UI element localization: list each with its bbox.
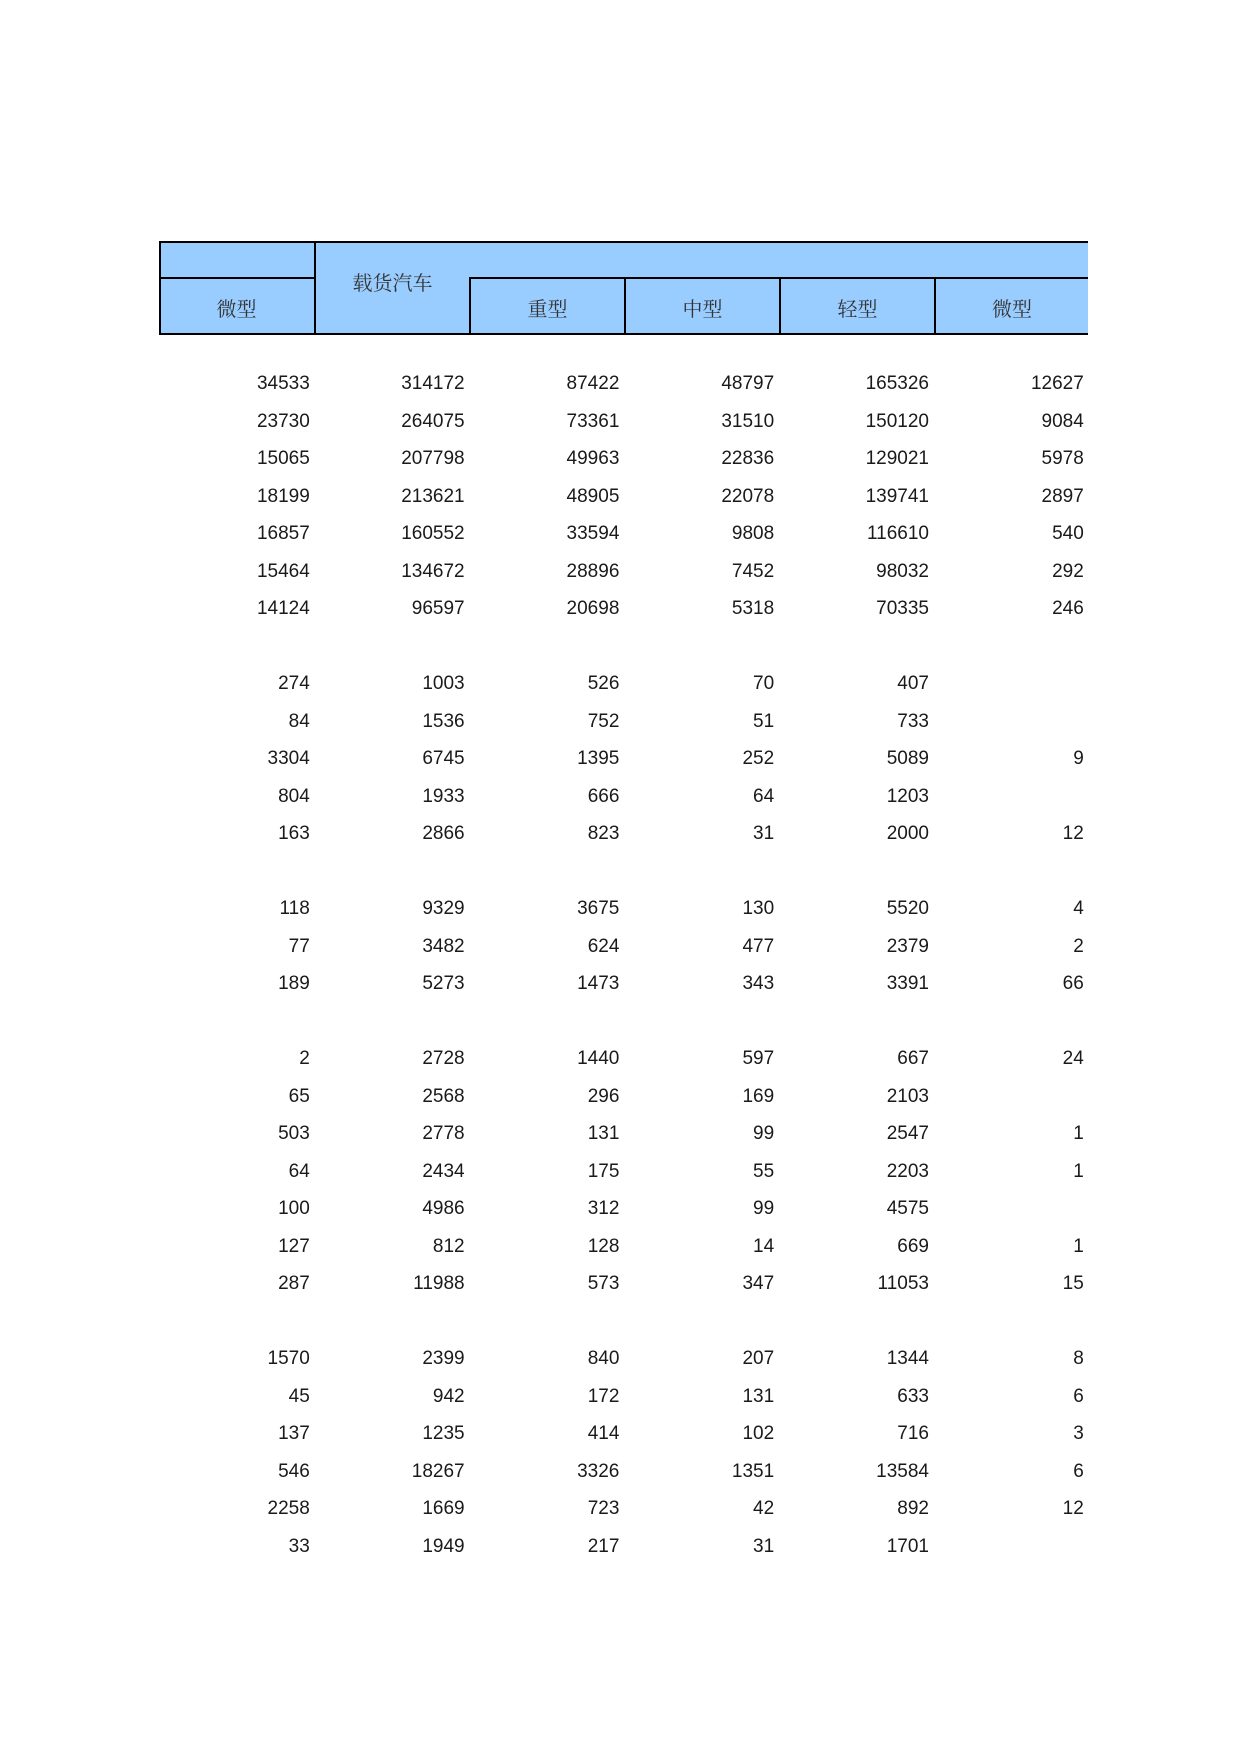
table-cell: 669 (897, 1235, 929, 1257)
table-cell: 2103 (886, 1085, 929, 1107)
table-cell: 840 (587, 1348, 620, 1369)
table-cell: 1395 (577, 748, 620, 769)
table-cell: 99 (753, 1198, 775, 1219)
table-row (159, 1153, 1088, 1191)
table-cell: 1003 (422, 673, 465, 694)
table-cell: 66 (1062, 973, 1084, 994)
table-cell: 274 (278, 673, 310, 694)
table-row (159, 1378, 1088, 1416)
table-row (159, 1115, 1088, 1153)
table-cell: 716 (897, 1423, 929, 1444)
table-cell: 100 (278, 1198, 310, 1219)
table-row (159, 478, 1088, 516)
table-cell: 633 (897, 1385, 929, 1407)
table-cell: 14 (753, 1235, 775, 1257)
table-cell (933, 778, 1088, 816)
table-cell: 12 (1062, 1498, 1084, 1519)
header-col1-truck: 载货汽车 (314, 241, 469, 335)
header-col4-light: 轻型 (779, 277, 934, 335)
table-cell: 414 (587, 1423, 620, 1444)
table-cell: 296 (587, 1085, 620, 1107)
table-cell: 3391 (886, 973, 929, 994)
table-row (159, 1190, 1088, 1228)
table-cell: 1235 (422, 1423, 465, 1444)
table-cell: 503 (278, 1123, 310, 1144)
table-cell: 131 (742, 1385, 775, 1407)
table-cell: 5318 (731, 598, 775, 619)
table-cell: 804 (278, 785, 310, 807)
table-cell: 2728 (422, 1048, 465, 1069)
table-cell: 45 (288, 1385, 310, 1407)
table-row (159, 403, 1088, 441)
table-cell: 573 (587, 1273, 620, 1294)
table-cell: 1701 (886, 1535, 929, 1557)
table-cell: 118 (279, 898, 310, 919)
table-cell: 150120 (865, 410, 929, 432)
table-row (159, 1453, 1088, 1491)
table-cell: 892 (897, 1498, 929, 1519)
table-cell: 4 (1073, 898, 1084, 919)
table-cell: 24 (1062, 1048, 1084, 1069)
header-col0-micro: 微型 (159, 277, 314, 335)
table-cell: 2000 (886, 823, 929, 844)
table-cell: 15 (1062, 1273, 1084, 1294)
table-cell (933, 703, 1088, 741)
table-cell: 2 (299, 1048, 310, 1069)
table-cell: 1344 (886, 1348, 929, 1369)
table-cell: 18267 (411, 1460, 465, 1482)
table-cell: 51 (753, 710, 775, 732)
table-cell: 812 (432, 1235, 465, 1257)
table-cell: 343 (742, 973, 775, 994)
table-cell: 1 (1073, 1160, 1084, 1182)
table-cell: 16857 (256, 523, 310, 544)
table-row (159, 1040, 1088, 1078)
table-cell: 189 (278, 973, 310, 994)
table-cell: 723 (587, 1498, 620, 1519)
table-cell: 3326 (577, 1460, 620, 1482)
table-cell: 9808 (731, 523, 775, 544)
table-cell: 34533 (256, 373, 310, 394)
table-cell: 2399 (422, 1348, 465, 1369)
table-row (159, 1265, 1088, 1303)
table-cell: 1570 (267, 1348, 310, 1369)
header-left-border (159, 241, 161, 335)
table-cell: 314172 (401, 373, 465, 394)
table-cell: 347 (742, 1273, 775, 1294)
table-row (159, 928, 1088, 966)
table-cell: 31 (753, 823, 775, 844)
table-row (159, 553, 1088, 591)
table-cell: 6745 (422, 748, 465, 769)
table-cell (933, 1528, 1088, 1566)
group-spacer (159, 1003, 1088, 1041)
table-cell: 87422 (566, 373, 620, 394)
table-cell: 55 (753, 1160, 775, 1182)
table-cell: 9 (1073, 748, 1084, 769)
table-row (159, 1528, 1088, 1566)
table-cell: 13584 (876, 1460, 929, 1482)
table-cell: 77 (288, 935, 310, 957)
table-cell: 2434 (422, 1160, 465, 1182)
table-cell: 28896 (566, 560, 620, 582)
table-cell: 102 (742, 1423, 775, 1444)
table-cell: 73361 (566, 410, 620, 432)
table-cell: 129021 (865, 448, 929, 469)
table-cell: 98032 (876, 560, 929, 582)
table-row (159, 665, 1088, 703)
group-spacer (159, 1303, 1088, 1341)
table-cell: 312 (587, 1198, 620, 1219)
table-cell: 11988 (413, 1273, 465, 1294)
table-cell: 2568 (422, 1085, 465, 1107)
table-row (159, 740, 1088, 778)
table-cell: 9084 (1041, 410, 1084, 432)
table-row (159, 515, 1088, 553)
table-cell: 64 (753, 785, 775, 807)
table-cell: 624 (587, 935, 620, 957)
table-cell: 14124 (256, 598, 310, 619)
table-cell: 15065 (256, 448, 310, 469)
table-cell: 540 (1052, 523, 1084, 544)
table-cell: 84 (288, 710, 310, 732)
table-cell: 292 (1052, 560, 1084, 582)
table-cell: 99 (753, 1123, 775, 1144)
table-cell: 6 (1073, 1460, 1084, 1482)
table-cell: 526 (587, 673, 620, 694)
table-cell: 667 (897, 1048, 929, 1069)
table-cell: 22836 (721, 448, 775, 469)
table-cell: 8 (1073, 1348, 1084, 1369)
table-row (159, 703, 1088, 741)
table-cell: 287 (278, 1273, 310, 1294)
table-cell: 20698 (566, 598, 620, 619)
table-cell: 207 (742, 1348, 775, 1369)
table-cell: 2547 (886, 1123, 929, 1144)
table-cell (933, 1078, 1088, 1116)
table-cell: 666 (587, 785, 620, 807)
table-cell: 213621 (401, 485, 465, 507)
table-cell: 22078 (721, 485, 775, 507)
table-cell: 207798 (401, 448, 465, 469)
table-cell: 5089 (886, 748, 929, 769)
table-cell: 752 (587, 710, 620, 732)
table-cell: 2379 (886, 935, 929, 957)
header-col2-heavy: 重型 (469, 277, 624, 335)
header-col5-micro: 微型 (934, 277, 1088, 335)
table-cell: 11053 (877, 1273, 929, 1294)
table-cell: 597 (742, 1048, 775, 1069)
table-cell: 15464 (256, 560, 310, 582)
table-cell: 1473 (577, 973, 620, 994)
table-cell: 2866 (422, 823, 465, 844)
table-cell: 127 (278, 1235, 310, 1257)
table-cell: 48797 (721, 373, 775, 394)
table-cell: 134672 (401, 560, 465, 582)
table-body (159, 365, 1088, 1565)
table-cell: 12627 (1030, 373, 1084, 394)
table-cell (933, 1190, 1088, 1228)
table-cell: 70 (753, 673, 775, 694)
table-cell: 1203 (886, 785, 929, 807)
header-col3-medium: 中型 (624, 277, 779, 335)
table-cell: 1 (1073, 1123, 1084, 1144)
table-row (159, 890, 1088, 928)
table-cell: 5273 (422, 973, 465, 994)
table-cell: 2897 (1041, 485, 1084, 507)
table-cell: 546 (278, 1460, 310, 1482)
table-cell: 42 (753, 1498, 775, 1519)
table-cell: 5978 (1041, 448, 1084, 469)
table-cell: 3482 (422, 935, 465, 957)
table-cell: 48905 (566, 485, 620, 507)
table-cell: 12 (1062, 823, 1084, 844)
table-cell: 9329 (422, 898, 465, 919)
table-cell: 31 (753, 1535, 775, 1557)
table-cell: 3304 (267, 748, 310, 769)
table-cell: 33 (288, 1535, 310, 1557)
table-cell: 4986 (422, 1198, 465, 1219)
table-row (159, 1340, 1088, 1378)
table-row (159, 965, 1088, 1003)
table-cell: 23730 (256, 410, 310, 432)
table-cell: 7452 (731, 560, 775, 582)
table-cell: 163 (278, 823, 310, 844)
table-row (159, 778, 1088, 816)
table-cell: 1669 (422, 1498, 465, 1519)
table-cell: 1351 (731, 1460, 775, 1482)
table-cell: 70335 (876, 598, 929, 619)
table-cell: 130 (742, 898, 775, 919)
table-cell: 65 (288, 1085, 310, 1107)
table-row (159, 440, 1088, 478)
table-cell: 252 (742, 748, 775, 769)
table-cell: 18199 (256, 485, 310, 507)
table-cell: 175 (587, 1160, 620, 1182)
table-cell: 942 (432, 1385, 465, 1407)
table-cell: 823 (587, 823, 620, 844)
table-cell: 477 (742, 935, 775, 957)
table-cell: 5520 (886, 898, 929, 919)
group-spacer (159, 853, 1088, 891)
table-cell: 172 (587, 1385, 620, 1407)
table-cell: 139741 (865, 485, 929, 507)
table-row (159, 365, 1088, 403)
table-cell: 165326 (865, 373, 929, 394)
table-cell: 407 (897, 673, 929, 694)
table-cell: 264075 (401, 410, 465, 432)
table-cell: 1 (1073, 1235, 1084, 1257)
data-table (159, 241, 1088, 1565)
table-row (159, 815, 1088, 853)
table-cell: 169 (742, 1085, 775, 1107)
table-cell: 2 (1073, 935, 1084, 957)
table-row (159, 1490, 1088, 1528)
table-cell: 6 (1073, 1385, 1084, 1407)
table-row (159, 1228, 1088, 1266)
table-cell: 1933 (422, 785, 465, 807)
table-cell: 64 (288, 1160, 310, 1182)
table-cell: 2203 (886, 1160, 929, 1182)
table-cell: 217 (587, 1535, 620, 1557)
table-cell: 160552 (401, 523, 465, 544)
table-cell: 1949 (422, 1535, 465, 1557)
table-header (159, 241, 1088, 335)
table-cell: 246 (1052, 598, 1084, 619)
table-cell: 128 (587, 1235, 620, 1257)
table-cell: 2258 (267, 1498, 310, 1519)
table-row (159, 590, 1088, 628)
table-cell: 1536 (422, 710, 465, 732)
table-cell: 131 (587, 1123, 620, 1144)
table-cell: 137 (278, 1423, 310, 1444)
table-cell: 3675 (577, 898, 620, 919)
table-cell: 49963 (566, 448, 620, 469)
table-cell: 1440 (577, 1048, 620, 1069)
table-cell: 733 (897, 710, 929, 732)
table-cell: 31510 (721, 410, 775, 432)
table-cell: 2778 (422, 1123, 465, 1144)
group-spacer (159, 628, 1088, 666)
table-cell: 33594 (566, 523, 620, 544)
table-cell: 116610 (866, 523, 929, 544)
table-cell (933, 665, 1088, 703)
table-row (159, 1415, 1088, 1453)
table-cell: 96597 (411, 598, 465, 619)
table-cell: 4575 (886, 1198, 929, 1219)
table-row (159, 1078, 1088, 1116)
table-cell: 3 (1073, 1423, 1084, 1444)
